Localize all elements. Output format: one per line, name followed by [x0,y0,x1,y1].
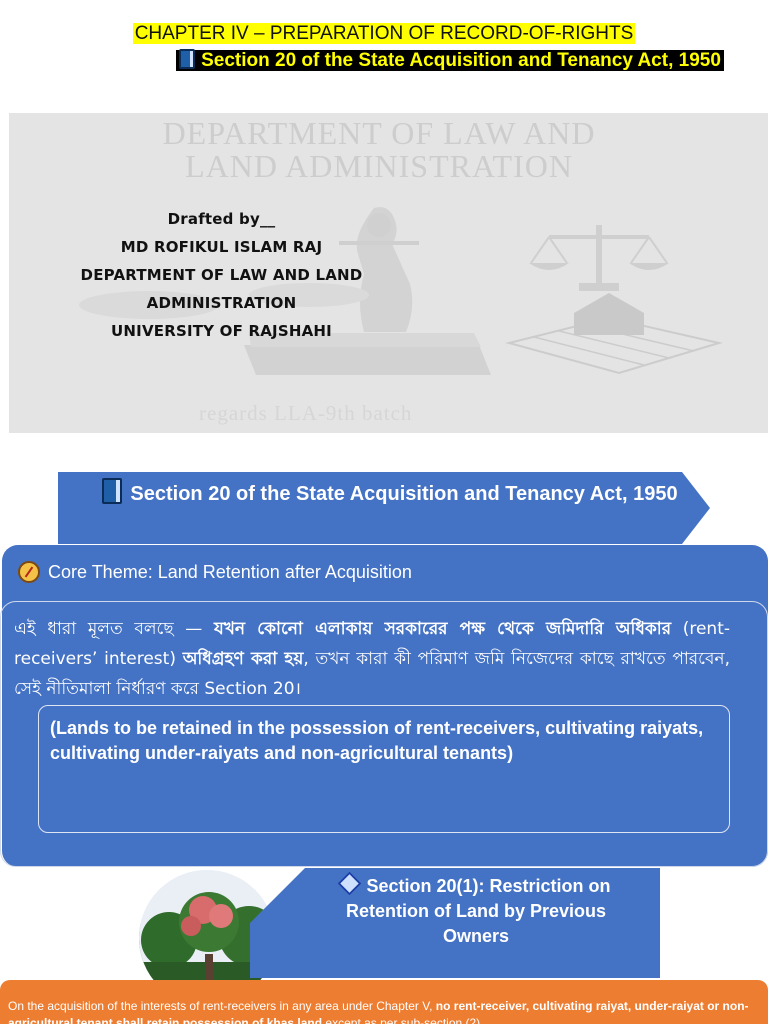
sub-section-heading [318,874,634,949]
chapter-heading-text: CHAPTER IV – PREPARATION OF RECORD-OF-RIGHTS [134,23,634,44]
bengali-bold-2: অধিগ্রহণ করা হয় [182,649,304,669]
author-name: MD ROFIKUL ISLAM RAJ [120,238,323,256]
drafted-by-label: Drafted by__ [167,210,276,228]
provision-text [8,998,760,1032]
author-department: DEPARTMENT OF LAW AND LAND ADMINISTRATION [80,266,363,312]
watermark-title: DEPARTMENT OF LAW AND LAND ADMINISTRATION [162,115,596,184]
bengali-text-3: , তখন কারা কী পরিমাণ জমি নিজেদের কাছে রাখতে পারবেন, সেই নীতিমালা নির্ধারণ করে Section 20। [14,649,730,699]
section-banner-title-text: Section 20 of the State Acquisition and Tenancy Act, 1950 [130,483,678,505]
author-university: UNIVERSITY OF RAJSHAHI [111,322,332,340]
section-banner-title [90,478,690,508]
bengali-bold-1: যখন কোনো এলাকায় সরকারের পক্ষ থেকে জমিদারি অধিকার [213,619,672,639]
section-heading [170,48,730,74]
provision-text-1: On the acquisition of the interests of rent-receivers in any area under Chapter V, [8,999,436,1013]
author-block [9,205,434,345]
core-theme-heading [18,559,412,585]
section-heading-highlight [176,50,724,71]
compass-icon [18,561,40,583]
cover-banner [9,113,768,433]
bengali-description [14,614,730,704]
chapter-heading [0,22,768,46]
bengali-text-2: (rent-receivers’ interest) [14,619,730,669]
section-heading-text: Section 20 of the State Acquisition and Tenancy Act, 1950 [201,50,721,71]
provision-text-2: except as per sub-section (2). [322,1016,484,1030]
provision-bold: no rent-receiver, cultivating raiyat, under-raiyat or non-agricultural tenant shall retain possession of khas land [8,999,749,1030]
diamond-icon [338,871,362,895]
book-icon [102,478,122,504]
book-icon [179,49,195,69]
watermark-footer: regards LLA-9th batch [199,401,413,425]
core-theme-title: Core Theme: Land Retention after Acquisition [48,562,412,582]
section-heading-quote: (Lands to be retained in the possession of rent-receivers, cultivating raiyats, cultivating under-raiyats and non-agricultural tenants) [50,718,704,763]
sub-section-title: Section 20(1): Restriction on Retention of Land by Previous Owners [345,876,611,946]
bengali-text-1: এই ধারা মূলত বলছে — [14,619,214,639]
